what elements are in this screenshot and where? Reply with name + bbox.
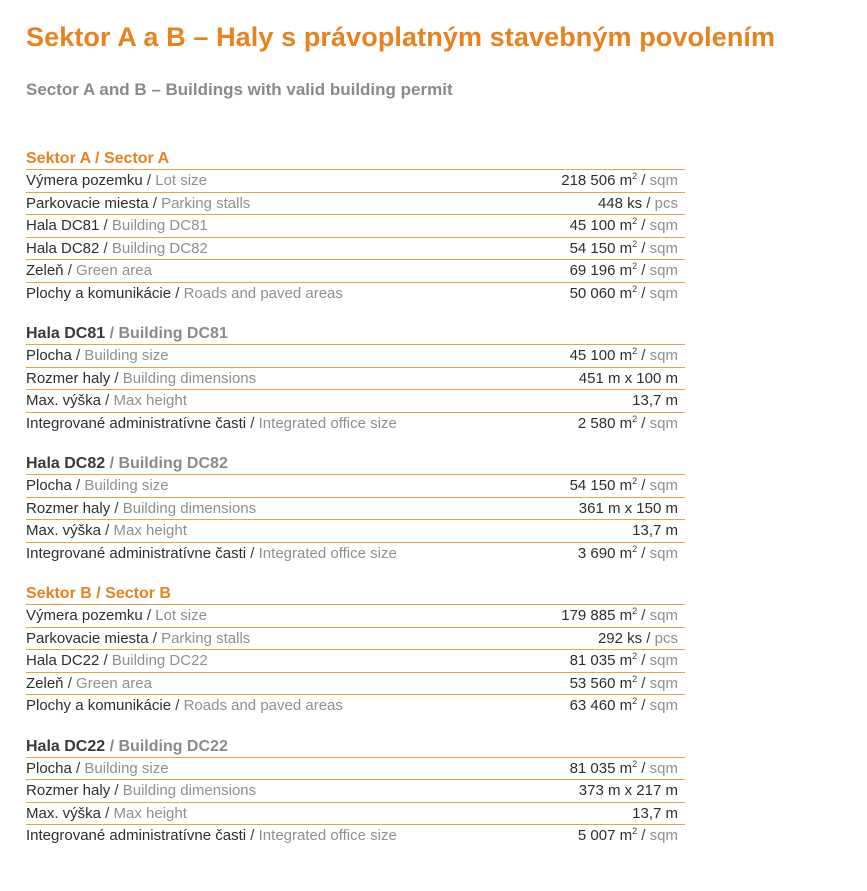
row-unit: sqm xyxy=(649,262,678,279)
page-title: Sektor A a B – Haly s právoplatným stavebným povolením xyxy=(26,22,776,52)
row-unit: sqm xyxy=(649,652,678,669)
section-building-dc82 xyxy=(26,453,685,564)
section-sector-b xyxy=(26,583,685,717)
separator: / xyxy=(90,150,104,167)
row-unit: sqm xyxy=(649,607,678,624)
table-row: Plochy a komunikácie / Roads and paved areas 50 060 $m^2$ / sqm xyxy=(26,283,678,302)
row-value: 45 100 m xyxy=(569,217,633,234)
row-value: 218 506 m xyxy=(561,172,633,189)
row-label-en: Roads and paved areas xyxy=(183,284,343,302)
table-row: Plocha / Building size 45 100 $m^2$ / sqm xyxy=(26,345,685,368)
row-label: Zeleň xyxy=(26,674,64,692)
row-label-en: Building size xyxy=(84,759,169,777)
table-row: Hala DC22 / Building DC22 81 035 $m^2$ / sqm xyxy=(26,650,685,673)
section-title: Hala DC81 xyxy=(26,325,106,342)
table-row: Plocha / Building size 54 150 $m^2$ / sqm xyxy=(26,475,685,498)
superscript: 2 xyxy=(632,238,638,249)
superscript: 2 xyxy=(632,826,638,836)
row-label-en: Max height xyxy=(113,392,187,409)
section-header xyxy=(26,323,685,345)
row-value: 45 100 m xyxy=(569,347,633,364)
row-unit: sqm xyxy=(649,347,678,364)
row-value: 54 150 m xyxy=(569,477,633,494)
row-label-en: Building DC82 xyxy=(111,239,208,257)
row-label: Max. výška xyxy=(26,804,102,822)
superscript: 2 xyxy=(632,696,638,706)
table-row: Max. výška / Max height 13,7 m xyxy=(26,390,685,413)
section-title-en: Sector A xyxy=(103,150,170,167)
row-value: 179 885 m xyxy=(561,607,633,624)
section-title-en: Building DC81 xyxy=(118,325,228,342)
row-label-en: Max height xyxy=(113,522,187,539)
row-label: Parkovacie miesta xyxy=(26,629,149,647)
row-value: 448 ks xyxy=(597,194,643,212)
row-value: 13,7 m xyxy=(632,392,678,409)
row-unit: sqm xyxy=(649,827,678,844)
row-unit: pcs xyxy=(654,194,678,212)
row-label-en: Integrated office size xyxy=(258,544,397,562)
row-label: Hala DC81 xyxy=(26,217,100,234)
row-label: Rozmer haly xyxy=(26,369,111,387)
superscript: 2 xyxy=(632,758,638,769)
row-value: 373 m x 217 m xyxy=(578,782,678,799)
section-title-en: Sector B xyxy=(105,585,171,602)
table-row: Integrované administratívne časti / Integrated office size 2 580 $m^2$ / sqm xyxy=(26,413,678,432)
row-value: 69 196 m xyxy=(569,262,633,279)
row-label-en: Lot size xyxy=(155,172,207,189)
row-unit: sqm xyxy=(649,239,678,257)
row-label-en: Integrated office size xyxy=(258,414,397,432)
superscript: 2 xyxy=(632,606,638,616)
row-label-en: Building size xyxy=(84,347,169,364)
row-unit: sqm xyxy=(649,217,678,234)
section-title: Hala DC82 xyxy=(26,455,106,472)
row-value: 13,7 m xyxy=(632,804,678,822)
row-label-en: Green area xyxy=(76,674,152,692)
row-label: Výmera pozemku xyxy=(26,172,143,189)
separator: / xyxy=(91,585,106,602)
superscript: 2 xyxy=(632,346,638,356)
row-unit: sqm xyxy=(649,544,678,562)
page-subtitle: Sector A and B – Buildings with valid building permit xyxy=(26,80,453,99)
row-label: Integrované administratívne časti xyxy=(26,827,247,844)
row-label-en: Roads and paved areas xyxy=(183,697,343,714)
table-row: Zeleň / Green area 53 560 $m^2$ / sqm xyxy=(26,673,685,696)
row-value: 53 560 m xyxy=(569,674,633,692)
table-row: Hala DC82 / Building DC82 54 150 $m^2$ / sqm xyxy=(26,238,685,261)
row-value: 292 ks xyxy=(597,629,643,647)
row-value: 13,7 m xyxy=(632,522,678,539)
row-label-en: Lot size xyxy=(155,607,207,624)
table-row: Rozmer haly / Building dimensions 373 m x 217 m xyxy=(26,780,685,803)
row-label: Parkovacie miesta xyxy=(26,194,149,212)
row-unit: sqm xyxy=(649,172,678,189)
superscript: 2 xyxy=(632,216,638,226)
row-label: Hala DC22 xyxy=(26,652,100,669)
row-label: Plocha xyxy=(26,347,72,364)
row-label: Hala DC82 xyxy=(26,239,100,257)
section-title: Hala DC22 xyxy=(26,737,106,755)
row-label-en: Building DC81 xyxy=(111,217,208,234)
section-title: Sektor B xyxy=(26,585,92,602)
section-title-en: Building DC82 xyxy=(118,455,228,472)
row-label: Plocha xyxy=(26,759,72,777)
table-row: Výmera pozemku / Lot size 179 885 $m^2$ / sqm xyxy=(26,605,685,628)
row-unit: sqm xyxy=(649,477,678,494)
row-unit: sqm xyxy=(649,759,678,777)
row-label: Plochy a komunikácie xyxy=(26,697,172,714)
superscript: 2 xyxy=(632,673,638,684)
section-building-dc81 xyxy=(26,323,685,434)
row-unit: sqm xyxy=(649,674,678,692)
table-row: Integrované administratívne časti / Integrated office size 3 690 $m^2$ / sqm xyxy=(26,543,678,562)
section-header xyxy=(26,453,685,475)
row-label-en: Building DC22 xyxy=(111,652,208,669)
row-value: 2 580 m xyxy=(577,414,633,432)
table-row: Parkovacie miesta / Parking stalls 292 ks / pcs xyxy=(26,628,685,651)
table-row: Rozmer haly / Building dimensions 451 m x 100 m xyxy=(26,368,685,391)
row-label-en: Building dimensions xyxy=(122,782,257,799)
row-value: 361 m x 150 m xyxy=(578,499,678,517)
row-unit: sqm xyxy=(649,697,678,714)
section-building-dc22 xyxy=(26,736,685,847)
row-value: 451 m x 100 m xyxy=(578,369,678,387)
row-label: Max. výška xyxy=(26,522,102,539)
row-label-en: Max height xyxy=(113,804,187,822)
row-label: Plocha xyxy=(26,477,72,494)
row-label: Max. výška xyxy=(26,392,102,409)
section-title: Sektor A xyxy=(26,150,91,167)
row-label: Rozmer haly xyxy=(26,499,111,517)
row-label: Integrované administratívne časti xyxy=(26,414,247,432)
row-value: 3 690 m xyxy=(577,544,633,562)
row-label-en: Integrated office size xyxy=(258,827,397,844)
table-row: Max. výška / Max height 13,7 m xyxy=(26,520,685,543)
row-label-en: Green area xyxy=(76,262,152,279)
table-row: Integrované administratívne časti / Integrated office size 5 007 $m^2$ / sqm xyxy=(26,826,678,844)
row-value: 5 007 m xyxy=(577,827,633,844)
row-label-en: Parking stalls xyxy=(161,194,251,212)
row-label-en: Parking stalls xyxy=(161,629,251,647)
superscript: 2 xyxy=(632,261,638,271)
table-row: Plocha / Building size 81 035 $m^2$ / sqm xyxy=(26,758,685,781)
table-row: Parkovacie miesta / Parking stalls 448 ks / pcs xyxy=(26,193,685,216)
section-sector-a xyxy=(26,148,685,304)
superscript: 2 xyxy=(632,283,638,294)
row-unit: sqm xyxy=(649,414,678,432)
row-label: Integrované administratívne časti xyxy=(26,544,247,562)
row-value: 63 460 m xyxy=(569,697,633,714)
superscript: 2 xyxy=(632,413,638,424)
table-row: Plochy a komunikácie / Roads and paved areas 63 460 $m^2$ / sqm xyxy=(26,696,678,714)
section-header xyxy=(26,583,685,605)
table-row: Rozmer haly / Building dimensions 361 m x 150 m xyxy=(26,498,685,521)
row-value: 81 035 m xyxy=(569,759,633,777)
separator: / xyxy=(105,737,119,755)
table-row: Max. výška / Max height 13,7 m xyxy=(26,803,685,826)
row-label: Plochy a komunikácie xyxy=(26,284,172,302)
section-title-en: Building DC22 xyxy=(118,737,228,755)
table-row: Zeleň / Green area 69 196 $m^2$ / sqm xyxy=(26,260,685,283)
superscript: 2 xyxy=(632,651,638,661)
section-header xyxy=(26,736,685,758)
row-label: Zeleň xyxy=(26,262,64,279)
row-value: 54 150 m xyxy=(569,239,633,257)
table-row: Hala DC81 / Building DC81 45 100 $m^2$ / sqm xyxy=(26,215,685,238)
row-value: 50 060 m xyxy=(569,284,633,302)
row-label: Výmera pozemku xyxy=(26,607,143,624)
spec-tables xyxy=(26,148,685,866)
row-label-en: Building dimensions xyxy=(122,499,257,517)
superscript: 2 xyxy=(632,543,638,554)
row-label: Rozmer haly xyxy=(26,782,111,799)
row-label-en: Building size xyxy=(84,477,169,494)
table-row: Výmera pozemku / Lot size 218 506 $m^2$ / sqm xyxy=(26,170,685,193)
superscript: 2 xyxy=(632,476,638,486)
row-unit: sqm xyxy=(649,284,678,302)
row-label-en: Building dimensions xyxy=(122,369,257,387)
separator: / xyxy=(105,325,119,342)
row-unit: pcs xyxy=(654,629,678,647)
superscript: 2 xyxy=(632,171,638,181)
separator: / xyxy=(105,455,119,472)
row-value: 81 035 m xyxy=(569,652,633,669)
section-header xyxy=(26,148,685,170)
